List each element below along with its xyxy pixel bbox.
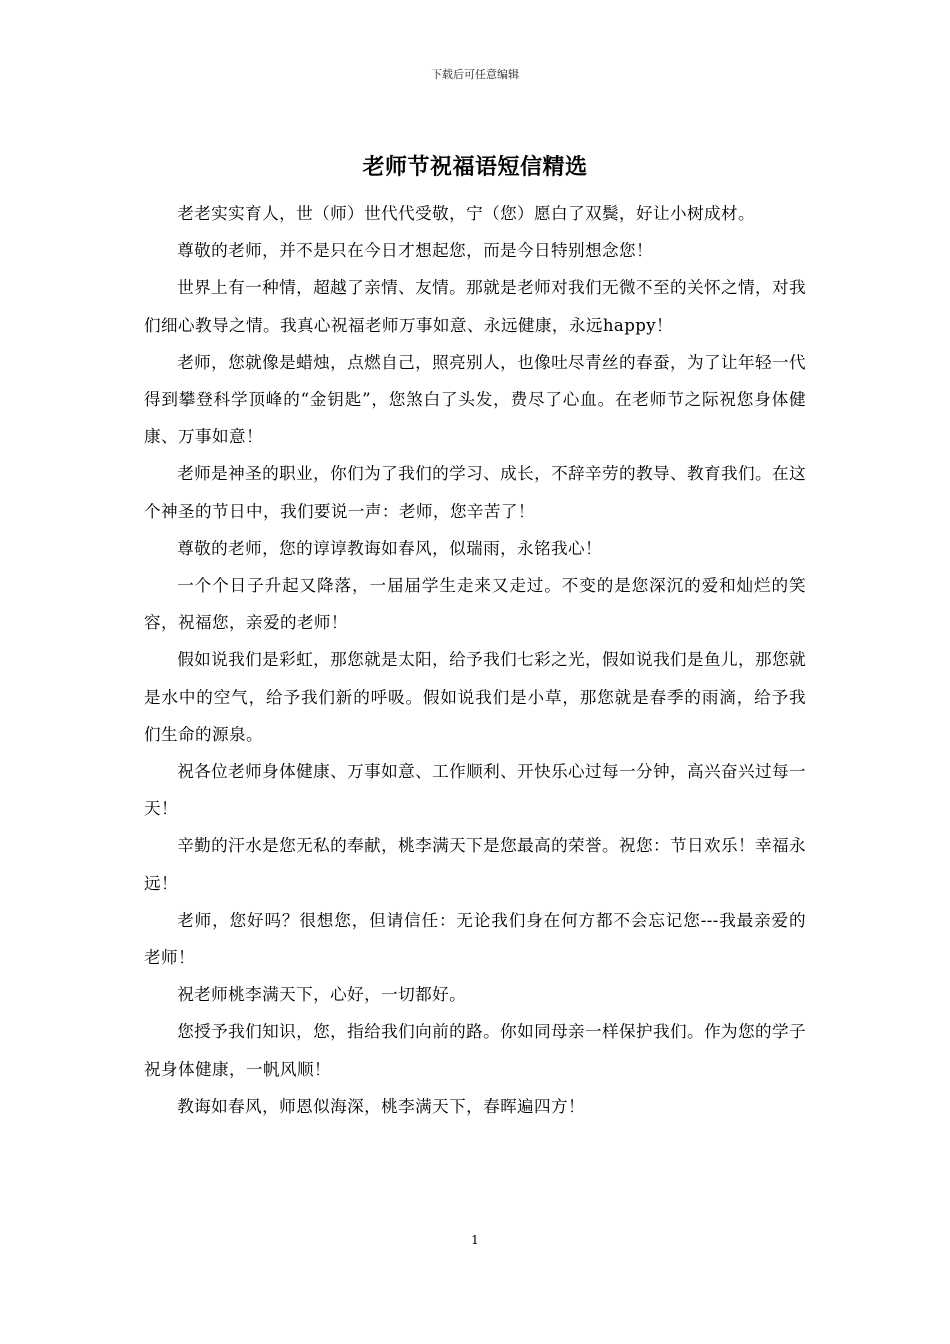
paragraph: 教诲如春风，师恩似海深，桃李满天下，春晖遍四方！ bbox=[177, 1096, 586, 1116]
paragraph: 祝老师桃李满天下，心好，一切都好。 bbox=[177, 985, 467, 1005]
paragraph: 一个个日子升起又降落，一届届学生走来又走过。不变的是您深沉的爱和灿烂的笑容，祝福您，亲爱的老师！ bbox=[144, 576, 806, 633]
paragraph: 尊敬的老师，并不是只在今日才想起您，而是今日特别想念您！ bbox=[177, 241, 654, 261]
paragraph: 祝各位老师身体健康、万事如意、工作顺利、开快乐心过每一分钟，高兴奋兴过每一天！ bbox=[144, 762, 806, 819]
document-body bbox=[144, 195, 806, 1125]
paragraph: 老老实实育人，世（师）世代代受敬，宁（您）愿白了双鬓，好让小树成材。 bbox=[177, 204, 755, 223]
paragraph: 辛勤的汗水是您无私的奉献，桃李满天下是您最高的荣誉。祝您：节日欢乐！幸福永远！ bbox=[144, 836, 806, 893]
document-title: 老师节祝福语短信精选 bbox=[362, 155, 588, 180]
paragraph: 假如说我们是彩虹，那您就是太阳，给予我们七彩之光，假如说我们是鱼儿，那您就是水中的空气，给予我们新的呼吸。假如说我们是小草，那您就是春季的雨滴，给予我们生命的源泉。 bbox=[144, 650, 806, 744]
paragraph: 老师是神圣的职业，你们为了我们的学习、成长，不辞辛劳的教导、教育我们。在这个神圣的节日中，我们要说一声：老师，您辛苦了！ bbox=[144, 464, 806, 521]
paragraph: 尊敬的老师，您的谆谆教诲如春风，似瑞雨，永铭我心！ bbox=[177, 538, 603, 558]
paragraph: 您授予我们知识，您，指给我们向前的路。你如同母亲一样保护我们。作为您的学子祝身体健康，一帆风顺！ bbox=[144, 1022, 806, 1079]
paragraph: 世界上有一种情，超越了亲情、友情。那就是老师对我们无微不至的关怀之情，对我们细心教导之情。我真心祝福老师万事如意、永远健康，永远happy！ bbox=[144, 278, 806, 335]
paragraph: 老师，您好吗？很想您，但请信任：无论我们身在何方都不会忘记您---我最亲爱的老师！ bbox=[144, 910, 806, 968]
paragraph: 老师，您就像是蜡烛，点燃自己，照亮别人，也像吐尽青丝的春蚕，为了让年轻一代得到攀登科学顶峰的“金钥匙”，您煞白了头发，费尽了心血。在老师节之际祝您身体健康、万事如意！ bbox=[144, 352, 806, 447]
page-header: 下载后可任意编辑 bbox=[431, 68, 519, 81]
page-number: 1 bbox=[471, 1233, 479, 1247]
